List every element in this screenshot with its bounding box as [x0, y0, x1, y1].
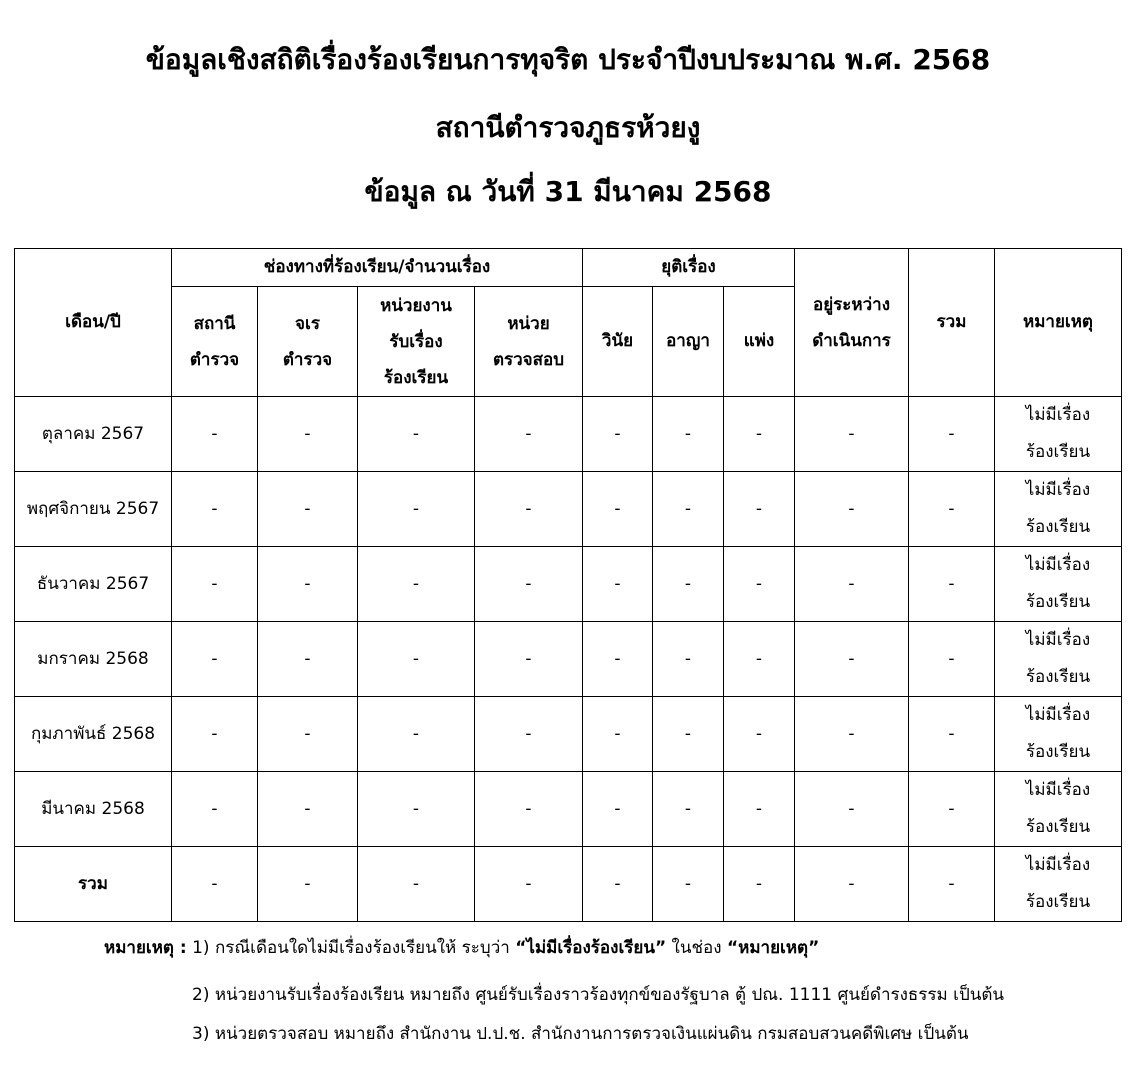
text-line: ดำเนินการ	[812, 330, 891, 351]
cell-month: ธันวาคม 2567	[15, 547, 172, 622]
cell-remark	[995, 472, 1122, 547]
cell-in-progress: -	[795, 547, 909, 622]
data-date: ข้อมูล ณ วันที่ 31 มีนาคม 2568	[364, 175, 772, 208]
header-total: รวม	[909, 249, 995, 397]
cell-total: -	[909, 847, 995, 922]
header-remark: หมายเหตุ	[995, 249, 1122, 397]
cell-resolved-discipline: -	[583, 547, 653, 622]
cell-channel-police-inspector: -	[258, 547, 358, 622]
table-row	[15, 547, 1122, 622]
text-line: ไม่มีเรื่อง	[1025, 855, 1091, 875]
text-line: ร้องเรียน	[1025, 442, 1091, 462]
cell-channel-complaint-agency: -	[358, 547, 475, 622]
cell-channel-complaint-agency: -	[358, 622, 475, 697]
cell-resolved-discipline: -	[583, 772, 653, 847]
cell-resolved-criminal: -	[653, 472, 724, 547]
text-line: ร้องเรียน	[1025, 892, 1091, 912]
table-row	[15, 397, 1122, 472]
cell-channel-police-inspector: -	[258, 472, 358, 547]
cell-channel-audit-unit: -	[475, 472, 583, 547]
cell-in-progress: -	[795, 397, 909, 472]
note-1-quote-remark: “หมายเหตุ”	[726, 938, 820, 958]
cell-month: พฤศจิกายน 2567	[15, 472, 172, 547]
header-month: เดือน/ปี	[15, 249, 172, 397]
complaint-statistics-table	[14, 248, 1122, 922]
cell-total: -	[909, 547, 995, 622]
cell-channel-police-station: -	[172, 772, 258, 847]
cell-channel-complaint-agency: -	[358, 397, 475, 472]
cell-remark	[995, 847, 1122, 922]
cell-resolved-civil: -	[724, 847, 795, 922]
cell-resolved-criminal: -	[653, 697, 724, 772]
cell-resolved-civil: -	[724, 622, 795, 697]
cell-total: -	[909, 697, 995, 772]
note-1-quote-no-complaint: “ไม่มีเรื่องร้องเรียน”	[515, 938, 667, 958]
text-line: จเร	[295, 313, 320, 334]
note-1-mid: ในช่อง	[666, 938, 727, 958]
text-line: ไม่มีเรื่อง	[1025, 780, 1091, 800]
header-resolved-civil: แพ่ง	[724, 287, 795, 397]
cell-resolved-criminal: -	[653, 622, 724, 697]
note-2: 2) หน่วยงานรับเรื่องร้องเรียน หมายถึง ศูนย์รับเรื่องราวร้องทุกข์ของรัฐบาล ตู้ ปณ. 1111 ศูนย์ดำรงธรรม เป็นต้น	[192, 985, 1005, 1005]
cell-total: -	[909, 472, 995, 547]
cell-channel-police-station: -	[172, 472, 258, 547]
table-row	[15, 472, 1122, 547]
header-channel-police-station	[172, 287, 258, 397]
text-line: ไม่มีเรื่อง	[1025, 705, 1091, 725]
header-in-progress	[795, 249, 909, 397]
cell-channel-police-station: -	[172, 397, 258, 472]
table-row	[15, 697, 1122, 772]
header-channels-group: ช่องทางที่ร้องเรียน/จำนวนเรื่อง	[172, 249, 583, 287]
text-line: อยู่ระหว่าง	[812, 294, 891, 315]
text-line: ร้องเรียน	[1025, 517, 1091, 537]
text-line: รับเรื่อง	[389, 331, 443, 352]
cell-resolved-criminal: -	[653, 847, 724, 922]
text-line: ไม่มีเรื่อง	[1025, 555, 1091, 575]
text-line: ร้องเรียน	[1025, 817, 1091, 837]
table-row	[15, 772, 1122, 847]
text-line: หน่วยงาน	[380, 295, 452, 316]
cell-month: มีนาคม 2568	[15, 772, 172, 847]
cell-in-progress: -	[795, 772, 909, 847]
text-line: หน่วย	[507, 313, 550, 334]
cell-channel-audit-unit: -	[475, 697, 583, 772]
text-line: ร้องเรียน	[383, 367, 449, 388]
header-channel-audit-unit	[475, 287, 583, 397]
cell-month: รวม	[15, 847, 172, 922]
text-line: ร้องเรียน	[1025, 592, 1091, 612]
cell-channel-complaint-agency: -	[358, 772, 475, 847]
text-line: ไม่มีเรื่อง	[1025, 630, 1091, 650]
cell-channel-police-inspector: -	[258, 697, 358, 772]
total-row	[15, 847, 1122, 922]
cell-resolved-discipline: -	[583, 622, 653, 697]
cell-total: -	[909, 397, 995, 472]
header-channel-police-inspector	[258, 287, 358, 397]
table-body	[15, 397, 1122, 922]
notes-label: หมายเหตุ :	[104, 938, 187, 958]
cell-channel-audit-unit: -	[475, 622, 583, 697]
cell-month: กุมภาพันธ์ 2568	[15, 697, 172, 772]
cell-remark	[995, 697, 1122, 772]
cell-channel-police-station: -	[172, 697, 258, 772]
cell-resolved-civil: -	[724, 697, 795, 772]
cell-resolved-civil: -	[724, 547, 795, 622]
cell-total: -	[909, 772, 995, 847]
text-line: ไม่มีเรื่อง	[1025, 405, 1091, 425]
table-row	[15, 622, 1122, 697]
cell-resolved-civil: -	[724, 397, 795, 472]
cell-channel-complaint-agency: -	[358, 472, 475, 547]
cell-resolved-criminal: -	[653, 397, 724, 472]
cell-month: มกราคม 2568	[15, 622, 172, 697]
cell-resolved-criminal: -	[653, 772, 724, 847]
cell-resolved-discipline: -	[583, 847, 653, 922]
cell-resolved-civil: -	[724, 472, 795, 547]
cell-remark	[995, 397, 1122, 472]
cell-in-progress: -	[795, 622, 909, 697]
cell-remark	[995, 547, 1122, 622]
text-line: ตำรวจ	[282, 349, 333, 370]
cell-channel-police-station: -	[172, 847, 258, 922]
report-title: ข้อมูลเชิงสถิติเรื่องร้องเรียนการทุจริต ประจำปีงบประมาณ พ.ศ. 2568	[145, 43, 991, 76]
text-line: ตำรวจ	[189, 349, 240, 370]
cell-channel-audit-unit: -	[475, 847, 583, 922]
cell-channel-audit-unit: -	[475, 772, 583, 847]
cell-resolved-discipline: -	[583, 397, 653, 472]
cell-total: -	[909, 622, 995, 697]
note-1	[104, 934, 819, 961]
cell-month: ตุลาคม 2567	[15, 397, 172, 472]
header-resolved-group: ยุติเรื่อง	[583, 249, 795, 287]
cell-channel-police-inspector: -	[258, 397, 358, 472]
cell-in-progress: -	[795, 847, 909, 922]
cell-channel-police-inspector: -	[258, 622, 358, 697]
cell-channel-police-inspector: -	[258, 847, 358, 922]
note-1-text: 1) กรณีเดือนใดไม่มีเรื่องร้องเรียนให้ ระบุว่า	[186, 938, 516, 958]
header-resolved-criminal: อาญา	[653, 287, 724, 397]
cell-in-progress: -	[795, 697, 909, 772]
text-line: สถานี	[193, 313, 236, 334]
header-resolved-discipline: วินัย	[583, 287, 653, 397]
cell-resolved-discipline: -	[583, 697, 653, 772]
header-channel-complaint-agency	[358, 287, 475, 397]
cell-resolved-discipline: -	[583, 472, 653, 547]
cell-channel-police-inspector: -	[258, 772, 358, 847]
cell-channel-police-station: -	[172, 547, 258, 622]
text-line: ร้องเรียน	[1025, 742, 1091, 762]
cell-channel-audit-unit: -	[475, 397, 583, 472]
text-line: ร้องเรียน	[1025, 667, 1091, 687]
cell-channel-complaint-agency: -	[358, 697, 475, 772]
cell-remark	[995, 772, 1122, 847]
note-3: 3) หน่วยตรวจสอบ หมายถึง สำนักงาน ป.ป.ช. สำนักงานการตรวจเงินแผ่นดิน กรมสอบสวนคดีพิเศษ เป็นต้น	[192, 1024, 969, 1044]
cell-channel-police-station: -	[172, 622, 258, 697]
cell-channel-audit-unit: -	[475, 547, 583, 622]
text-line: ตรวจสอบ	[492, 349, 565, 370]
cell-resolved-civil: -	[724, 772, 795, 847]
text-line: ไม่มีเรื่อง	[1025, 480, 1091, 500]
station-name: สถานีตำรวจภูธรห้วยงู	[435, 111, 701, 144]
cell-in-progress: -	[795, 472, 909, 547]
cell-remark	[995, 622, 1122, 697]
cell-resolved-criminal: -	[653, 547, 724, 622]
cell-channel-complaint-agency: -	[358, 847, 475, 922]
